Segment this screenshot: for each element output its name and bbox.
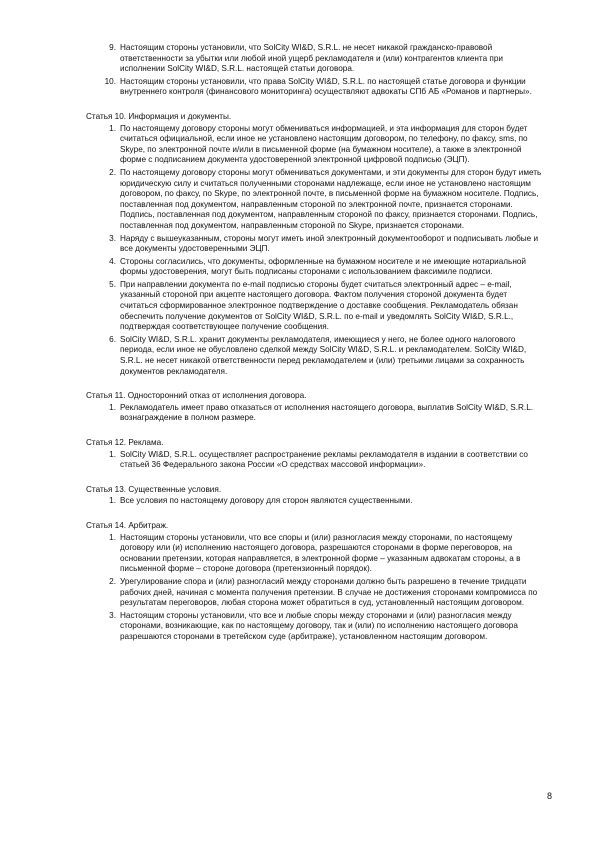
- list-item-number: 10.: [104, 76, 116, 86]
- list-item-number: 1.: [109, 402, 116, 412]
- list-item: [86, 496, 546, 507]
- list-item-number: 2.: [109, 167, 116, 177]
- list-item-text: Наряду с вышеуказанным, стороны могут иметь иной электронный документооборот и подписывать любые и все документы удостоверенными ЭЦП.: [120, 233, 539, 254]
- list-item-text: Урегулирование спора и (или) разногласий между сторонами должно быть разрешено в течение тридцати рабочих дней, начиная с момента получения претензии. В случае не достижения сторонами компромисса по результатам переговоров, любая сторона может обратиться в суд, установленный настоящим договором.: [120, 576, 538, 608]
- section-spacer: [86, 426, 546, 438]
- list-item: [86, 43, 546, 75]
- list-item: [86, 124, 546, 166]
- list-item: [86, 77, 546, 98]
- list-item-text: SolCity WI&D, S.R.L. осуществляет распространение рекламы рекламодателя в издании в соответствии со статьей 36 Федерального закона России «О средствах массовой информации».: [120, 449, 528, 470]
- list-item-text: Настоящим стороны установили, что все споры и (или) разногласия между сторонами, по настоящему договору или (и) исполнению настоящего договора, разрешаются сторонами в форме переговоров, на основании претензии, которая направляется, в электронной форме – указанным адвокатам стороны, а в письменной форме – стороне договора (претензионный порядок).: [120, 532, 521, 574]
- list-item: [86, 234, 546, 255]
- document-body: [86, 43, 546, 645]
- article-heading: Статья 12. Реклама.: [86, 438, 164, 447]
- list-item-number: 1.: [109, 123, 116, 133]
- list-item: [86, 335, 546, 377]
- article-section: [86, 438, 546, 471]
- list-item: [86, 257, 546, 278]
- intro-list: [86, 43, 546, 98]
- article-section: [86, 112, 546, 377]
- article-heading: Статья 13. Существенные условия.: [86, 484, 222, 494]
- section-spacer: [86, 100, 546, 112]
- article-heading: Статья 14. Арбитраж.: [86, 520, 169, 530]
- list-item: [86, 450, 546, 471]
- article-section: [86, 485, 546, 507]
- list-item-text: Настоящим стороны установили, что права SolCity WI&D, S.R.L. по настоящей статье договора и функции внутреннего контроля (финансового мониторинга) осуществляют адвокаты СПб АБ «Романов и партнеры».: [120, 76, 532, 97]
- article-heading: Статья 11. Односторонний отказ от исполнения договора.: [86, 391, 307, 401]
- list-item-number: 6.: [109, 334, 116, 344]
- list-item: [86, 533, 546, 575]
- list-item: [86, 611, 546, 643]
- section-spacer: [86, 473, 546, 485]
- list-item: [86, 577, 546, 609]
- list-item: [86, 280, 546, 333]
- list-item-text: Все условия по настоящему договору для сторон являются существенными.: [120, 496, 413, 506]
- list-item-number: 4.: [109, 256, 116, 266]
- list-item-number: 1.: [109, 532, 116, 542]
- list-item-number: 1.: [109, 449, 116, 459]
- list-item-text: Настоящим стороны установили, что SolCity WI&D, S.R.L. не несет никакой гражданско-правовой ответственности за убытки или любой иной ущерб рекламодателя и (или) контрагентов клиента при исполнении SolCity WI&D, S.R.L. настоящей статьи договора.: [120, 43, 503, 74]
- list-item-text: Рекламодатель имеет право отказаться от исполнения настоящего договора, выплатив SolCity WI&D, S.R.L. вознаграждение в полном размере.: [120, 402, 534, 423]
- sections: [86, 100, 546, 643]
- list-item-text: По настоящему договору стороны могут обмениваться информацией, и эта информация для сторон будет считаться официальной, если иное не установлено настоящим договором, по телефону, по факсу, sms, по Skype, по электронной почте и/или в письменной форме (на бумажном носителе), а также в электронной форме с подписанием документа удостоверенной электронной цифровой подписью (ЭЦП).: [120, 123, 528, 165]
- list-item-text: По настоящему договору стороны могут обмениваться документами, и эти документы для сторон будут иметь юридическую силу и считаться полученными сторонами надлежаще, если иное не установлено настоящим договором, по факсу, по Skype, по электронной почте, в письменной форме на бумажном носителе. Подпись, поставленная под документом, направленным стороной по электронной почте, признается сторонами. Подпись, поставленная под документом, направленным стороной по факсу, признается сторонами. Подпись, поставленная под документом, направленным стороной по Skype, признается сторонами.: [120, 167, 542, 230]
- list-item-number: 3.: [109, 610, 116, 620]
- list-item-text: При направлении документа по e-mail подписью стороны будет считаться электронный адрес – e-mail, указанный стороной при акцепте настоящего договора. Фактом получения стороной документа будет считаться сформированное электронное подтверждение о доставке сообщения. Рекламодатель обязан обеспечить получение документов от SolCity WI&D, S.R.L. по e-mail и уведомлять SolCity WI&D, S.R.L., подтверждая соответствующее получение сообщения.: [120, 279, 518, 332]
- page-number: 8: [546, 791, 552, 802]
- list-item: [86, 168, 546, 232]
- list-item-number: 2.: [109, 576, 116, 586]
- article-section: [86, 391, 546, 424]
- section-spacer: [86, 509, 546, 521]
- list-item-number: 1.: [109, 496, 116, 506]
- list-item-number: 9.: [109, 43, 116, 52]
- list-item-number: 3.: [109, 233, 116, 243]
- section-spacer: [86, 379, 546, 391]
- article-section: [86, 521, 546, 643]
- list-item-number: 5.: [109, 279, 116, 289]
- list-item: [86, 403, 546, 424]
- list-item-text: Настоящим стороны установили, что все и любые споры между сторонами и (или) разногласия между сторонами, возникающие, как по настоящему договору, так и (или) по исполнению настоящего договора разрешаются сторонами в третейском суде (арбитраже), установленном настоящим договором.: [120, 610, 518, 641]
- article-heading: Статья 10. Информация и документы.: [86, 111, 232, 121]
- list-item-text: SolCity WI&D, S.R.L. хранит документы рекламодателя, имеющиеся у него, не более одного налогового периода, если иное не обусловлено сделкой между SolCity WI&D, S.R.L. и рекламодателем. SolCity WI&D, S.R.L. не несет никакой ответственности перед рекламодателем и (или) третьими лицами за сохранность документов рекламодателя.: [120, 334, 527, 376]
- list-item-text: Стороны согласились, что документы, оформленные на бумажном носителе и не имеющие нотариальной формы удостоверения, могут быть подписаны сторонами с использованием факсимиле подписи.: [120, 256, 526, 277]
